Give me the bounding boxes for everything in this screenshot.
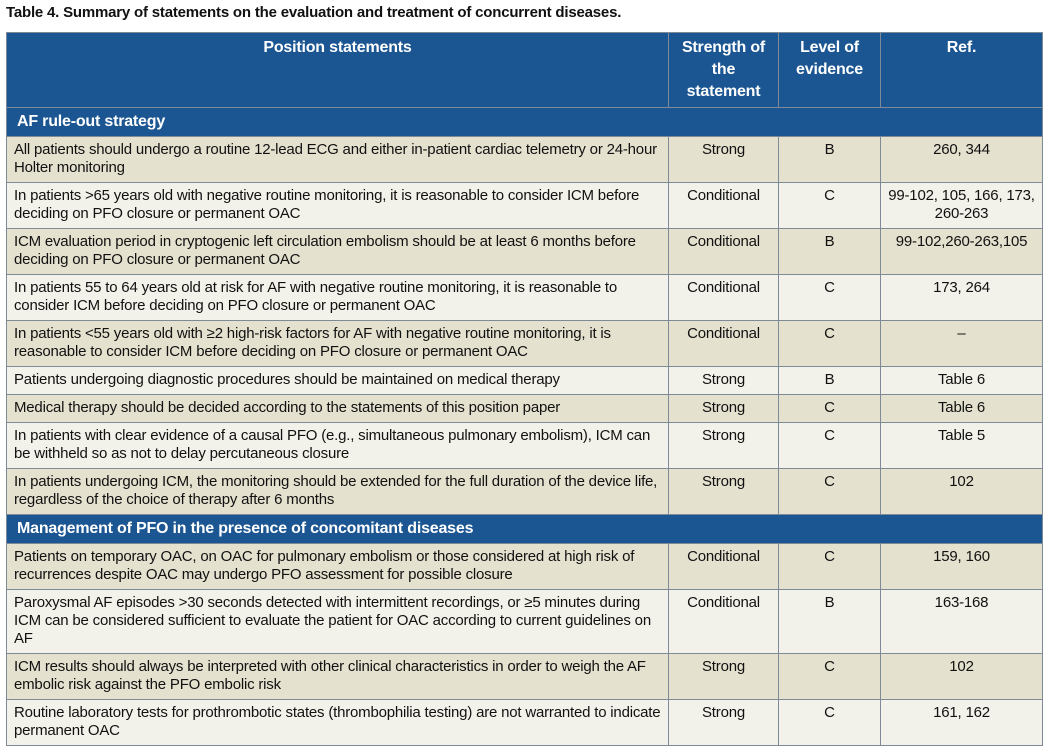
section-title: Management of PFO in the presence of concomitant diseases xyxy=(7,515,1043,544)
statement-cell: Routine laboratory tests for prothrombotic states (thrombophilia testing) are not warranted to indicate permanent OAC xyxy=(7,700,669,746)
statement-cell: All patients should undergo a routine 12-lead ECG and either in-patient cardiac telemetry or 24-hour Holter monitoring xyxy=(7,137,669,183)
level-cell: C xyxy=(779,423,881,469)
statement-cell: In patients undergoing ICM, the monitoring should be extended for the full duration of the device life, regardless of the choice of therapy after 6 months xyxy=(7,469,669,515)
statement-cell: Medical therapy should be decided according to the statements of this position paper xyxy=(7,395,669,423)
table-row xyxy=(7,423,1043,469)
ref-cell: 102 xyxy=(881,654,1043,700)
statement-cell: Paroxysmal AF episodes >30 seconds detected with intermittent recordings, or ≥5 minutes during ICM can be considered sufficient to evaluate the patient for OAC according to current guidelines on AF xyxy=(7,590,669,654)
level-cell: C xyxy=(779,183,881,229)
table-row xyxy=(7,183,1043,229)
table-row xyxy=(7,654,1043,700)
ref-cell: 173, 264 xyxy=(881,275,1043,321)
section-title: AF rule-out strategy xyxy=(7,108,1043,137)
table-row xyxy=(7,544,1043,590)
ref-cell: Table 5 xyxy=(881,423,1043,469)
strength-cell: Conditional xyxy=(669,590,779,654)
statement-cell: Patients on temporary OAC, on OAC for pulmonary embolism or those considered at high risk of recurrences despite OAC may undergo PFO assessment for possible closure xyxy=(7,544,669,590)
ref-cell: 99-102,260-263,105 xyxy=(881,229,1043,275)
col-header-ref: Ref. xyxy=(881,33,1043,108)
level-cell: C xyxy=(779,469,881,515)
strength-cell: Conditional xyxy=(669,229,779,275)
statement-cell: In patients 55 to 64 years old at risk for AF with negative routine monitoring, it is reasonable to consider ICM before deciding on PFO closure or permanent OAC xyxy=(7,275,669,321)
col-header-level: Level of evidence xyxy=(779,33,881,108)
col-header-strength: Strength of the statement xyxy=(669,33,779,108)
level-cell: C xyxy=(779,395,881,423)
ref-cell: – xyxy=(881,321,1043,367)
level-cell: B xyxy=(779,229,881,275)
statement-cell: ICM results should always be interpreted with other clinical characteristics in order to weigh the AF embolic risk against the PFO embolic risk xyxy=(7,654,669,700)
level-cell: C xyxy=(779,544,881,590)
strength-cell: Conditional xyxy=(669,321,779,367)
strength-cell: Strong xyxy=(669,395,779,423)
ref-cell: 159, 160 xyxy=(881,544,1043,590)
statements-table xyxy=(6,32,1043,746)
level-cell: B xyxy=(779,137,881,183)
ref-cell: 163-168 xyxy=(881,590,1043,654)
ref-cell: Table 6 xyxy=(881,395,1043,423)
statement-cell: In patients >65 years old with negative routine monitoring, it is reasonable to consider ICM before deciding on PFO closure or permanent OAC xyxy=(7,183,669,229)
strength-cell: Strong xyxy=(669,654,779,700)
level-cell: C xyxy=(779,275,881,321)
strength-cell: Strong xyxy=(669,367,779,395)
level-cell: C xyxy=(779,654,881,700)
table-row xyxy=(7,321,1043,367)
col-header-statement: Position statements xyxy=(7,33,669,108)
table-row xyxy=(7,367,1043,395)
strength-cell: Conditional xyxy=(669,544,779,590)
table-row xyxy=(7,395,1043,423)
section-header-pfo-management xyxy=(7,515,1043,544)
strength-cell: Strong xyxy=(669,700,779,746)
table-row xyxy=(7,275,1043,321)
statement-cell: In patients <55 years old with ≥2 high-risk factors for AF with negative routine monitoring, it is reasonable to consider ICM before deciding on PFO closure or permanent OAC xyxy=(7,321,669,367)
statement-cell: ICM evaluation period in cryptogenic left circulation embolism should be at least 6 months before deciding on PFO closure or permanent OAC xyxy=(7,229,669,275)
level-cell: C xyxy=(779,700,881,746)
table-caption: Table 4. Summary of statements on the evaluation and treatment of concurrent diseases. xyxy=(6,4,622,21)
statement-cell: In patients with clear evidence of a causal PFO (e.g., simultaneous pulmonary embolism), ICM can be withheld so as not to delay percutaneous closure xyxy=(7,423,669,469)
table-row xyxy=(7,137,1043,183)
strength-cell: Strong xyxy=(669,137,779,183)
section-header-af-rule-out xyxy=(7,108,1043,137)
table-row xyxy=(7,229,1043,275)
level-cell: C xyxy=(779,321,881,367)
ref-cell: 161, 162 xyxy=(881,700,1043,746)
strength-cell: Strong xyxy=(669,423,779,469)
strength-cell: Strong xyxy=(669,469,779,515)
table-row xyxy=(7,700,1043,746)
strength-cell: Conditional xyxy=(669,183,779,229)
level-cell: B xyxy=(779,367,881,395)
table-header-row xyxy=(7,33,1043,108)
ref-cell: 260, 344 xyxy=(881,137,1043,183)
table-row xyxy=(7,590,1043,654)
statement-cell: Patients undergoing diagnostic procedures should be maintained on medical therapy xyxy=(7,367,669,395)
ref-cell: Table 6 xyxy=(881,367,1043,395)
ref-cell: 102 xyxy=(881,469,1043,515)
table-row xyxy=(7,469,1043,515)
ref-cell: 99-102, 105, 166, 173, 260-263 xyxy=(881,183,1043,229)
level-cell: B xyxy=(779,590,881,654)
strength-cell: Conditional xyxy=(669,275,779,321)
